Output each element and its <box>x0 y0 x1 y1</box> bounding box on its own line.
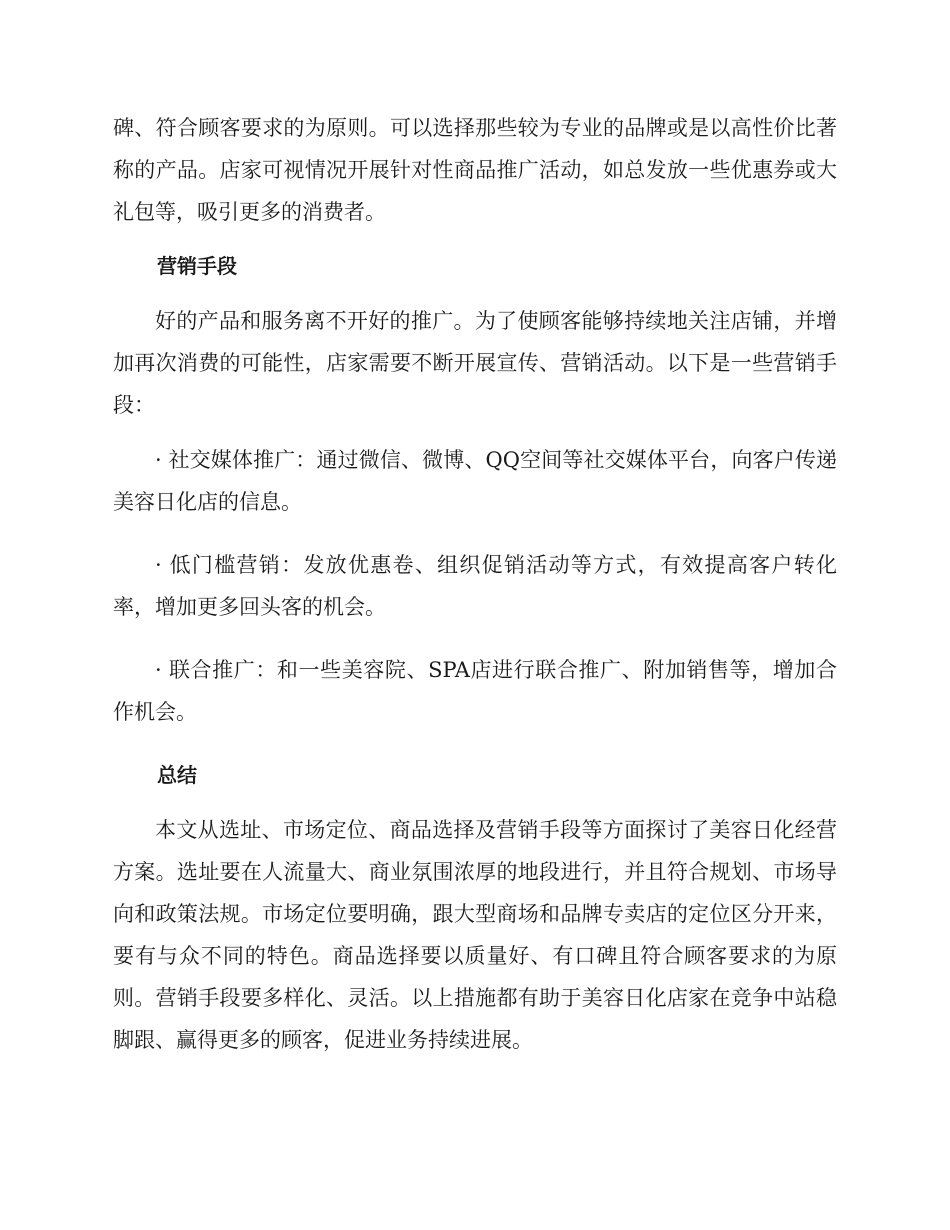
summary-paragraph: 本文从选址、市场定位、商品选择及营销手段等方面探讨了美容日化经营方案。选址要在人流量大、商业氛围浓厚的地段进行，并且符合规划、市场导向和政策法规。市场定位要明确，跟大型商场和品牌专卖店的定位区分开来，要有与众不同的特色。商品选择要以质量好、有口碑且符合顾客要求的为原则。营销手段要多样化、灵活。以上措施都有助于美容日化店家在竞争中站稳脚跟、赢得更多的顾客，促进业务持续进展。 <box>113 818 837 1052</box>
marketing-heading: 营销手段 <box>157 254 237 278</box>
summary-heading: 总结 <box>157 763 197 787</box>
intro-continuation-paragraph: 碑、符合顾客要求的为原则。可以选择那些较为专业的品牌或是以高性价比著称的产品。店家可视情况开展针对性商品推广活动，如总发放一些优惠券或大礼包等，吸引更多的消费者。 <box>113 116 837 224</box>
marketing-intro-paragraph: 好的产品和服务离不开好的推广。为了使顾客能够持续地关注店铺，并增加再次消费的可能性，店家需要不断开展宣传、营销活动。以下是一些营销手段： <box>113 309 837 417</box>
bullet-joint-promotion: · 联合推广：和一些美容院、SPA店进行联合推广、附加销售等，增加合作机会。 <box>113 658 837 724</box>
bullet-low-threshold: · 低门槛营销：发放优惠卷、组织促销活动等方式，有效提高客户转化率，增加更多回头客的机会。 <box>113 553 837 619</box>
document-page <box>113 107 837 1061</box>
bullet-social-media: · 社交媒体推广：通过微信、微博、QQ空间等社交媒体平台，向客户传递美容日化店的信息。 <box>113 448 837 514</box>
